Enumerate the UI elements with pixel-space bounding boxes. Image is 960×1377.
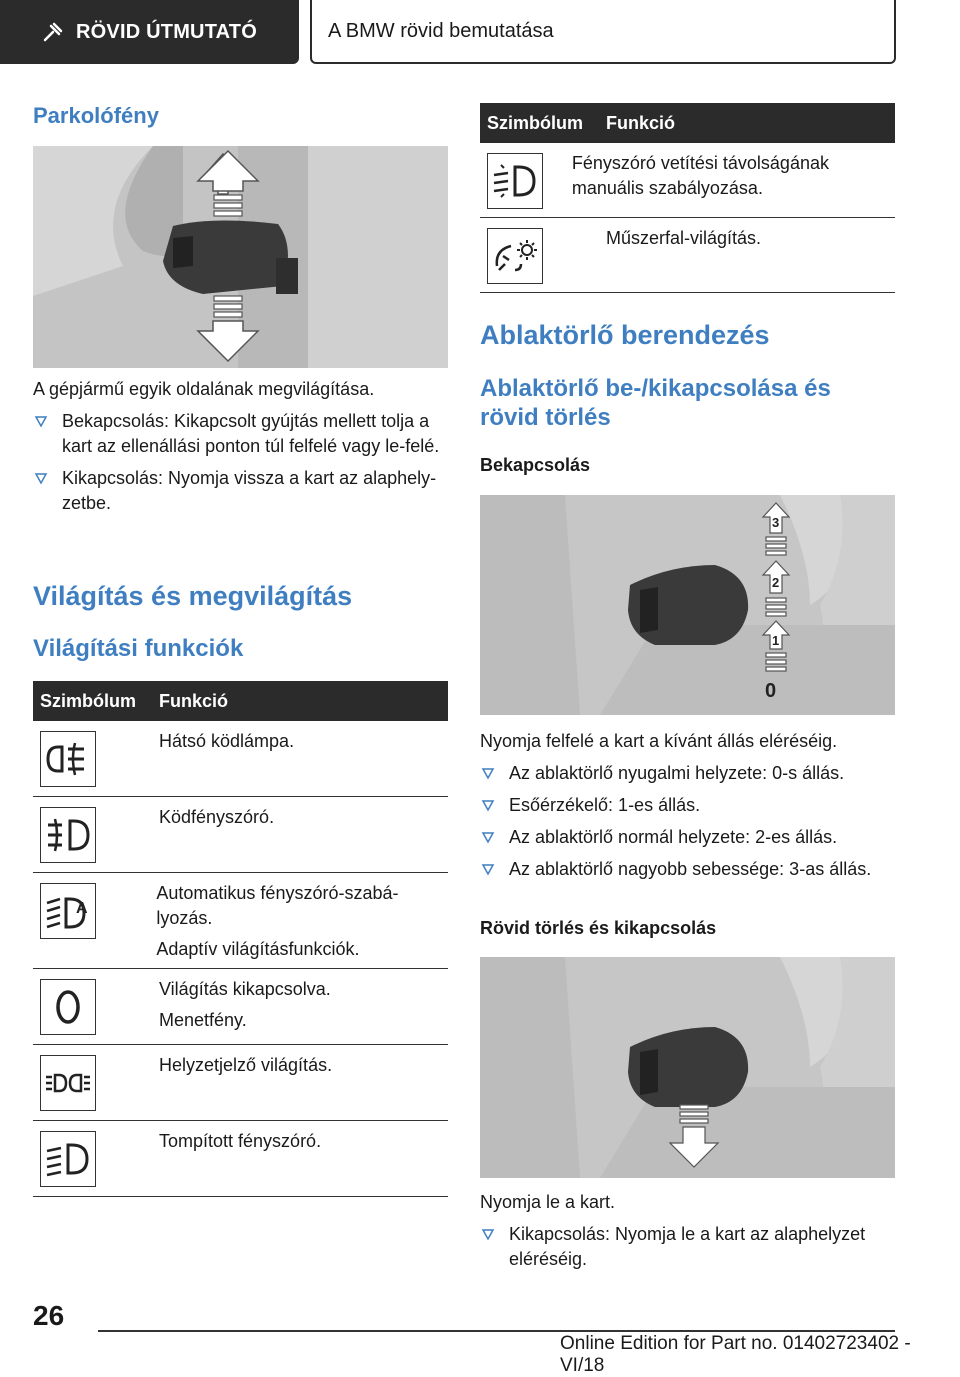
wiper-on-heading: Bekapcsolás — [480, 455, 591, 475]
instrument-lighting-icon — [487, 228, 543, 284]
front-fog-light-icon — [40, 807, 96, 863]
table-row — [480, 218, 895, 293]
wiper-on-photo — [480, 495, 895, 715]
wiper-subsection-heading — [480, 374, 895, 432]
wiper-on-caption: Nyomja felfelé a kart a kívánt állás eléréséig. — [480, 731, 838, 751]
parking-lights-icon — [40, 1055, 96, 1111]
symbol-column-header: Szimbólum — [487, 112, 584, 133]
lighting-functions-table-continued — [480, 103, 895, 293]
table-header — [480, 103, 895, 143]
lighting-section-heading — [33, 580, 448, 612]
wiper-position-0-label: 0 — [765, 680, 777, 702]
lighting-functions-block — [33, 634, 448, 663]
table-row — [480, 143, 895, 218]
table-row — [33, 873, 448, 969]
edition-info: Online Edition for Part no. 01402723402 - VI/18 — [560, 1333, 911, 1376]
function-text: Hátsó ködlámpa. — [159, 731, 295, 751]
wiper-on-heading-block — [480, 455, 895, 476]
table-row — [33, 969, 448, 1045]
short-wipe-photo — [480, 957, 895, 1178]
list-item: Esőérzékelő: 1-es állás. — [480, 793, 895, 818]
chapter-title: A BMW rövid bemutatása — [328, 19, 554, 42]
parking-light-photo — [33, 146, 448, 368]
wiper-position-1-label: 1 — [772, 633, 780, 648]
function-text: Adaptív világításfunkciók. — [156, 939, 360, 959]
wiper-subheading: Ablaktörlő be-/kikapcsolása és rövid törlés — [480, 375, 831, 431]
section-tab[interactable] — [0, 0, 299, 64]
bullet-triangle-icon — [482, 831, 494, 843]
table-header — [33, 681, 448, 721]
quick-reference-icon — [42, 21, 64, 43]
automatic-headlight-icon — [40, 883, 96, 939]
table-row — [33, 1121, 448, 1197]
function-text: Menetfény. — [159, 1010, 247, 1030]
bullet-triangle-icon — [35, 472, 47, 484]
list-item: Kikapcsolás: Nyomja le a kart az alaphelyzet eléréséig. — [480, 1222, 895, 1272]
wiper-on-text — [480, 729, 895, 882]
lighting-heading: Világítás és megvilágítás — [33, 581, 353, 611]
lights-off-icon — [40, 979, 96, 1035]
table-row — [33, 797, 448, 873]
footer-divider — [98, 1330, 895, 1332]
parking-light-section — [33, 103, 448, 129]
bullet-triangle-icon — [35, 415, 47, 427]
parking-light-text — [33, 377, 448, 516]
lighting-functions-heading: Világítási funkciók — [33, 635, 244, 662]
short-wipe-heading: Rövid törlés és kikapcsolás — [480, 918, 717, 938]
function-text: Helyzetjelző világítás. — [159, 1055, 333, 1075]
list-item: Az ablaktörlő nyugalmi helyzete: 0-s állás. — [480, 761, 895, 786]
parking-light-caption: A gépjármű egyik oldalának megvilágítása. — [33, 379, 375, 399]
short-wipe-caption: Nyomja le a kart. — [480, 1192, 616, 1212]
table-row — [33, 721, 448, 797]
function-column-header: Funkció — [606, 112, 676, 133]
symbol-column-header: Szimbólum — [40, 690, 137, 711]
rear-fog-light-icon — [40, 731, 96, 787]
parking-light-heading: Parkolófény — [33, 103, 159, 128]
headlight-range-control-icon — [487, 153, 543, 209]
list-item: Bekapcsolás: Kikapcsolt gyújtás mellett tolja a kart az ellenállási ponton túl felfelé vagy le-felé. — [33, 409, 448, 459]
function-text: Műszerfal-világítás. — [606, 228, 762, 248]
wiper-section-heading — [480, 319, 895, 351]
list-item: Az ablaktörlő nagyobb sebessége: 3-as állás. — [480, 857, 895, 882]
wiper-position-2-label: 2 — [772, 575, 780, 590]
function-text: Fényszóró vetítési távolságának manuális szabályozása. — [571, 153, 829, 198]
low-beam-icon — [40, 1131, 96, 1187]
list-item: Kikapcsolás: Nyomja vissza a kart az alaphely-zetbe. — [33, 466, 448, 516]
function-text: Tompított fényszóró. — [159, 1131, 322, 1151]
function-column-header: Funkció — [159, 690, 229, 711]
page-number: 26 — [33, 1300, 65, 1331]
chapter-tab[interactable] — [310, 0, 896, 64]
bullet-triangle-icon — [482, 1228, 494, 1240]
section-label: RÖVID ÚTMUTATÓ — [76, 20, 257, 43]
lighting-functions-table — [33, 681, 448, 1197]
wiper-position-3-label: 3 — [772, 515, 780, 530]
short-wipe-heading-block — [480, 918, 895, 939]
bullet-triangle-icon — [482, 767, 494, 779]
function-text: Világítás kikapcsolva. — [159, 979, 331, 999]
function-text: Automatikus fényszóró-szabá-lyozás. — [156, 883, 399, 928]
table-row — [33, 1045, 448, 1121]
function-text: Ködfényszóró. — [159, 807, 275, 827]
list-item: Az ablaktörlő normál helyzete: 2-es állás. — [480, 825, 895, 850]
bullet-triangle-icon — [482, 863, 494, 875]
bullet-triangle-icon — [482, 799, 494, 811]
wiper-heading: Ablaktörlő berendezés — [480, 320, 770, 350]
short-wipe-text — [480, 1190, 895, 1272]
svg-text:A: A — [76, 900, 88, 917]
